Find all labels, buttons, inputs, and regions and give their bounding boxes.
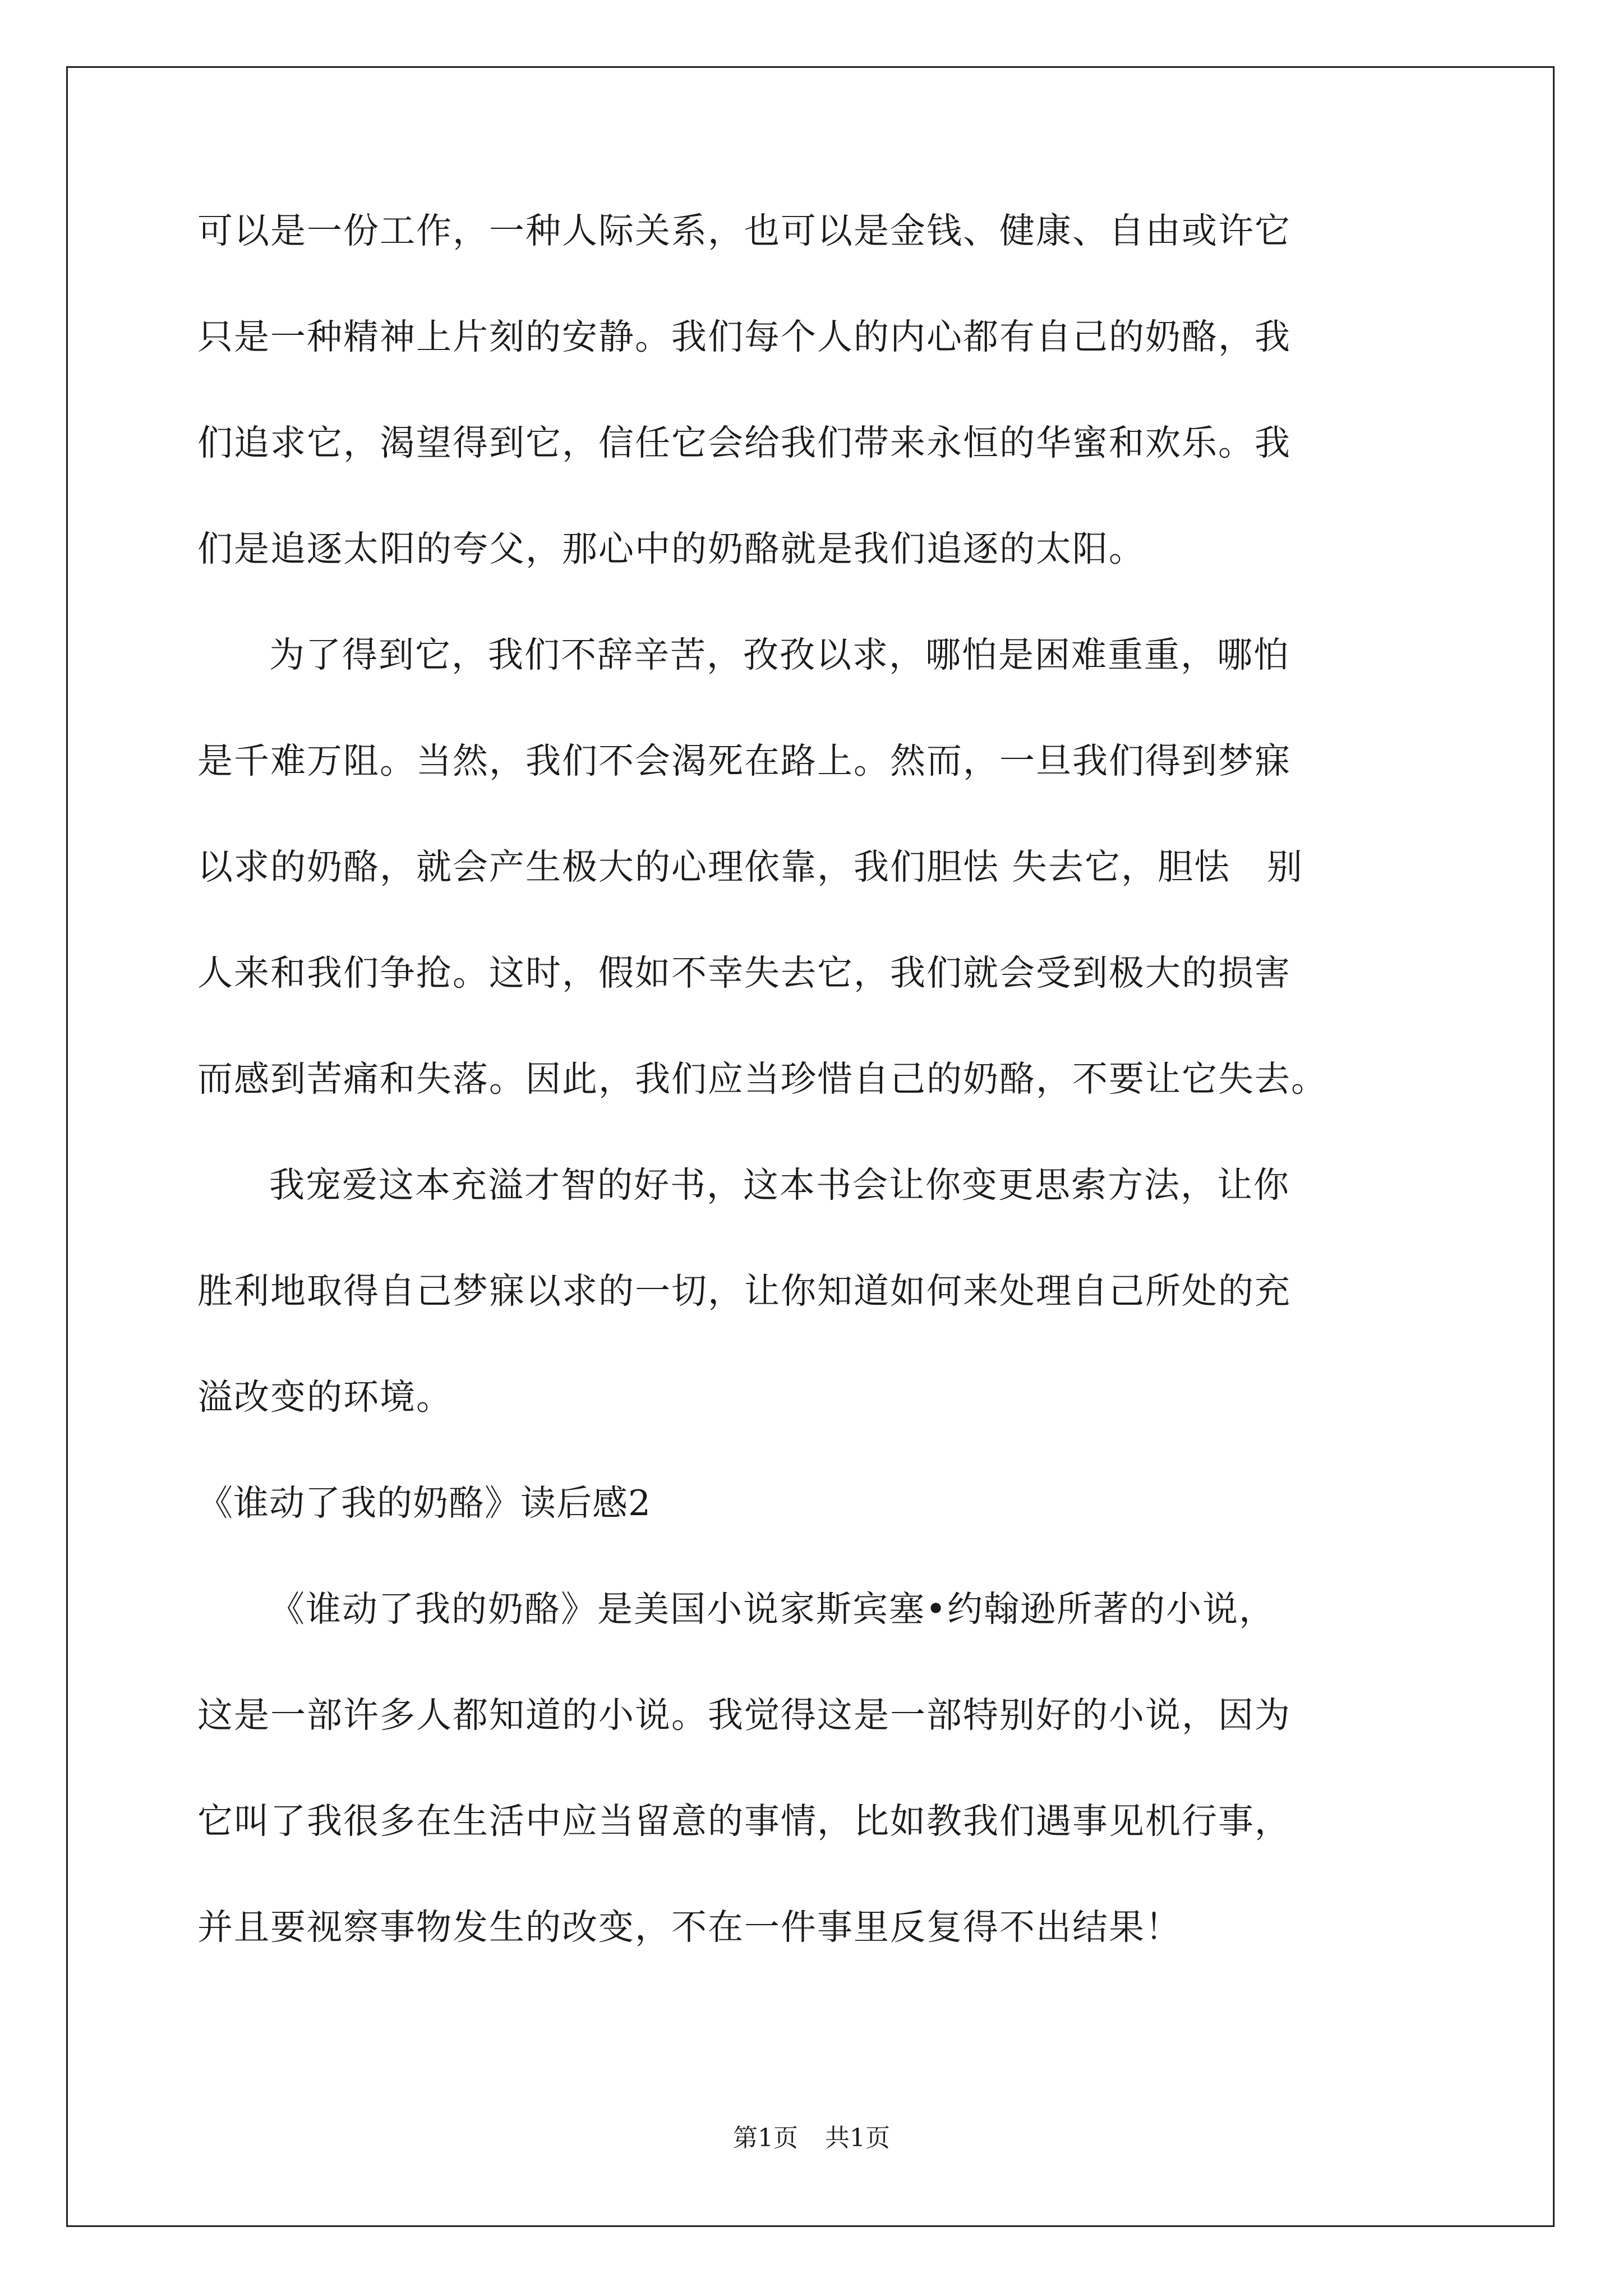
text-line: 胜利地取得自己梦寐以求的一切，让你知道如何来处理自己所处的充 (197, 1271, 1291, 1312)
document-body (197, 210, 1426, 1948)
page-number: 第1页 (733, 2124, 798, 2152)
paragraph-first-line: 我宠爱这本充溢才智的好书，这本书会让你变更思索方法，让你 (269, 1165, 1290, 1205)
text-line: 们追求它，渴望得到它，信任它会给我们带来永恒的华蜜和欢乐。我 (197, 422, 1291, 463)
text-line: 们是追逐太阳的夸父，那心中的奶酪就是我们追逐的太阳。 (197, 528, 1145, 569)
paragraph-first-line: 为了得到它，我们不辞辛苦，孜孜以求，哪怕是困难重重，哪怕 (269, 634, 1290, 675)
section-heading: 《谁动了我的奶酪》读后感2 (197, 1483, 652, 1524)
text-line: 是千难万阻。当然，我们不会渴死在路上。然而，一旦我们得到梦寐 (197, 740, 1291, 781)
paragraph-first-line: 《谁动了我的奶酪》是美国小说家斯宾塞•约翰逊所著的小说， (269, 1589, 1276, 1630)
page-footer (0, 2126, 1623, 2151)
text-line: 而感到苦痛和失落。因此，我们应当珍惜自己的奶酪，不要让它失去。 (197, 1059, 1327, 1099)
text-line: 只是一种精神上片刻的安静。我们每个人的内心都有自己的奶酪，我 (197, 316, 1291, 357)
text-line: 并且要视察事物发生的改变，不在一件事里反复得不出结果！ (197, 1907, 1182, 1948)
text-line: 可以是一份工作，一种人际关系，也可以是金钱、健康、自由或许它 (197, 210, 1291, 251)
text-line: 以求的奶酪，就会产生极大的心理依靠，我们胆怯 失去它，胆怯 别 (197, 846, 1304, 887)
text-line: 这是一部许多人都知道的小说。我觉得这是一部特别好的小说，因为 (197, 1695, 1291, 1736)
text-line: 人来和我们争抢。这时，假如不幸失去它，我们就会受到极大的损害 (197, 953, 1291, 993)
text-line: 它叫了我很多在生活中应当留意的事情，比如教我们遇事见机行事， (197, 1801, 1291, 1842)
page-total: 共1页 (825, 2124, 890, 2152)
text-line: 溢改变的环境。 (197, 1377, 453, 1418)
